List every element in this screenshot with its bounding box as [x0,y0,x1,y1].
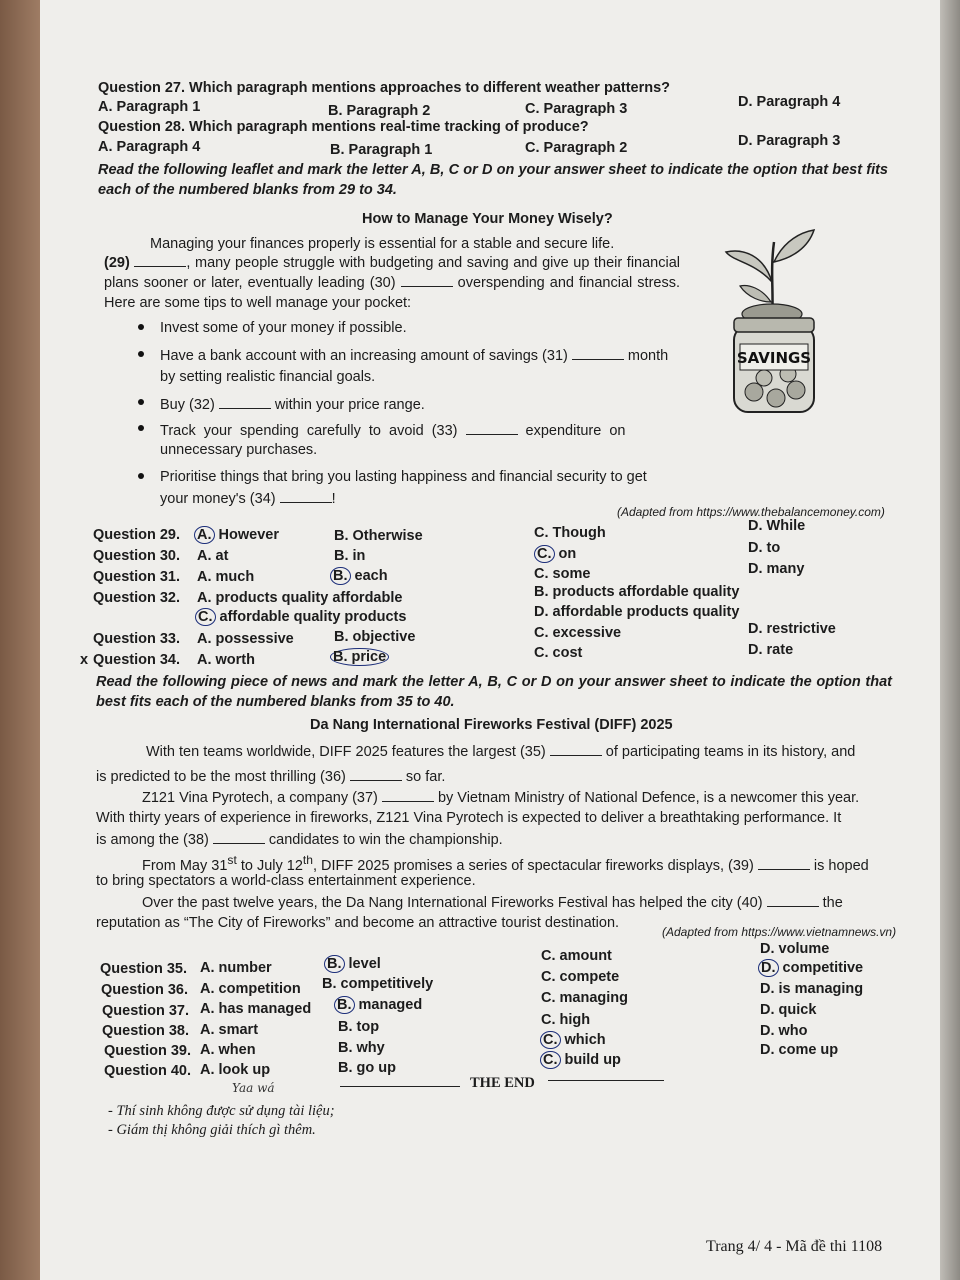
q35-option-b-text: level [348,956,381,972]
leaflet-title: How to Manage Your Money Wisely? [362,211,613,227]
blank-35 [550,743,602,756]
q31-option-b-circled: B. [330,567,351,585]
q40-option-a: A. look up [200,1062,271,1078]
bullet-dot [138,425,144,431]
q29-option-b: B. Otherwise [334,528,423,544]
q36-option-b: B. competitively [322,976,434,992]
tip-5-line-1: Prioritise things that bring you lasting happiness and financial security to get [160,469,647,485]
news-text-39: , DIFF 2025 promises a series of spectacular fireworks displays, (39) [313,857,754,874]
q37-option-a: A. has managed [200,1001,312,1017]
leaflet-text-2: overspending and financial stress. Here are some tips to well manage your pocket: [104,275,680,311]
news-text-39b: is hoped [813,857,869,874]
news-text-35b: of participating teams in its history, and [605,744,856,760]
q40-option-c [540,1052,621,1069]
tip-5-text: your money's (34) [160,491,276,507]
q32-option-b: B. products affordable quality [534,584,740,600]
q27-option-b: B. Paragraph 2 [328,103,431,119]
news-text-38: is among the (38) [96,832,209,848]
q37-label: Question 37. [102,1003,190,1019]
leaflet-text-1: , many people struggle with budgeting and saving and give up their financial plans sooner or later, eventually leading (30) [104,255,680,291]
q38-option-d: D. quick [760,1002,817,1018]
q31-option-c: C. some [534,566,591,582]
tip-3-text: Buy (32) [160,397,215,413]
news-line-1 [146,743,855,761]
news-text-35: With ten teams worldwide, DIFF 2025 features the largest (35) [146,744,546,760]
end-rule-right [548,1080,664,1081]
leaflet-paragraph [104,253,680,313]
blank-40 [767,894,819,907]
q34-option-c: C. cost [534,645,583,661]
q27-option-d: D. Paragraph 4 [738,94,841,110]
q38-label: Question 38. [102,1023,190,1039]
page-footer: Trang 4/ 4 - Mã đề thi 1108 [706,1238,883,1255]
blank-32 [219,396,271,409]
q39-option-d: D. who [760,1023,808,1039]
q33-option-c: C. excessive [534,625,622,641]
q33-label: Question 33. [93,631,181,647]
blank-29 [134,254,186,267]
q39-option-c-text: which [564,1032,606,1048]
leaflet-source: (Adapted from https://www.thebalancemoney.com) [617,505,885,519]
q36-option-d-circled: D. [758,959,779,977]
blank-37 [382,789,434,802]
q31-option-d: D. many [748,561,805,577]
tip-3-text-2: within your price range. [274,397,425,413]
q37-option-b-text: managed [358,997,423,1013]
q27-option-c: C. Paragraph 3 [525,101,628,117]
q39-option-b: B. why [338,1040,385,1056]
q27-option-a: A. Paragraph 1 [98,99,201,115]
news-line-8 [142,894,843,912]
q35-label: Question 35. [100,961,188,977]
note-1: - Thí sinh không được sử dụng tài liệu; [108,1103,335,1119]
q28-option-b: B. Paragraph 1 [330,142,433,158]
q32-option-c-circled: C. [195,608,216,626]
q40-option-d: D. come up [760,1042,839,1058]
blank-33 [466,422,518,435]
q40-option-c-text: build up [564,1052,621,1068]
q30-option-a: A. at [197,548,229,564]
tip-5-line-2 [160,490,336,508]
tip-4-text: Track your spending carefully to avoid (33) [160,423,458,439]
q38-option-c: C. high [541,1012,591,1028]
q29-option-a [194,527,279,544]
tip-1: Invest some of your money if possible. [160,320,407,336]
q35-option-a: A. number [200,960,272,976]
news-text-38b: candidates to win the championship. [268,832,503,848]
q32-label: Question 32. [93,590,181,606]
blank-38 [213,831,265,844]
q36-option-d [758,960,863,977]
q34-label: Question 34. [93,652,181,668]
q32-option-d: D. affordable products quality [534,604,740,620]
q39-option-a: A. when [200,1042,256,1058]
q35-option-c: C. amount [541,948,612,964]
instruction-35-40: Read the following piece of news and mark the letter A, B, C or D on your answer sheet to indicate the option that best fits each of the numbered blanks from 35 to 40. [96,674,892,710]
q28-option-c: C. Paragraph 2 [525,140,628,156]
q34-mark: x [80,652,89,668]
note-2: - Giám thị không giải thích gì thêm. [108,1122,316,1138]
q37-option-c: C. managing [541,990,629,1006]
q36-option-d-text: competitive [782,960,864,976]
blank-36 [350,768,402,781]
blank-34 [280,490,332,503]
news-line-5 [96,831,503,849]
news-text-37b: by Vietnam Ministry of National Defence, is a newcomer this year. [437,790,860,806]
bullet-dot [138,473,144,479]
q34-option-d: D. rate [748,642,794,658]
q35-option-d: D. volume [760,941,830,957]
q36-option-a: A. competition [200,981,301,997]
q33-option-d: D. restrictive [748,621,836,637]
news-source: (Adapted from https://www.vietnamnews.vn) [662,925,897,939]
q37-option-b-circled: B. [334,996,355,1014]
q32-option-c [195,609,406,626]
tip-2-text: Have a bank account with an increasing amount of savings (31) [160,348,568,364]
news-line-6 [142,852,869,875]
q30-option-c [534,546,576,563]
news-text-40b: the [822,895,843,911]
q37-option-b [334,997,422,1014]
q28-option-a: A. Paragraph 4 [98,139,201,155]
q40-label: Question 40. [104,1063,192,1079]
tip-4-line-2: unnecessary purchases. [160,442,318,458]
q37-option-d: D. is managing [760,981,864,997]
end-rule-left [340,1086,460,1087]
q31-option-b [330,568,388,585]
q40-option-c-circled: C. [540,1051,561,1069]
q39-option-c-circled: C. [540,1031,561,1049]
leaflet-intro: Managing your finances properly is essential for a stable and secure life. [150,236,615,252]
q40-option-b: B. go up [338,1060,396,1076]
news-line-3 [142,789,859,807]
q35-option-b-circled: B. [324,955,345,973]
savings-jar-illustration [724,222,816,418]
q34-option-b [330,649,389,666]
q31-label: Question 31. [93,569,181,585]
news-title: Da Nang International Fireworks Festival (DIFF) 2025 [310,717,673,733]
q30-option-d: D. to [748,540,781,556]
blank-39 [758,857,810,870]
q29-option-a-text: However [218,527,279,543]
q30-option-b: B. in [334,548,366,564]
news-line-7: to bring spectators a world-class entertainment experience. [96,873,476,889]
tip-4-text-2: expenditure on [525,423,626,439]
news-date-2: to July 12 [236,857,303,874]
q30-option-c-text: on [558,546,577,562]
q34-option-b-circled: B. price [330,648,389,666]
news-line-4: With thirty years of experience in fireworks, Z121 Vina Pyrotech is expected to deliver a breathtaking performance. It [96,810,842,826]
news-line-9: reputation as “The City of Fireworks” and become an attractive tourist destination. [96,915,620,931]
the-end: THE END [470,1075,535,1091]
handwritten-note: Yaa wá [232,1081,275,1095]
tip-4-line-1 [160,422,625,440]
q29-option-c: C. Though [534,525,606,541]
q28-option-d: D. Paragraph 3 [738,133,841,149]
q34-option-a: A. worth [197,652,255,668]
q30-option-c-circled: C. [534,545,555,563]
q30-label: Question 30. [93,548,181,564]
q31-option-a: A. much [197,569,255,585]
savings-label: SAVINGS [736,349,812,367]
q29-label: Question 29. [93,527,181,543]
instruction-29-34: Read the following leaflet and mark the letter A, B, C or D on your answer sheet to indicate the option that best fits each of the numbered blanks from 29 to 34. [98,162,888,198]
bullet-dot [138,399,144,405]
q38-option-b: B. top [338,1019,380,1035]
tip-5-exclaim: ! [331,491,336,507]
q36-label: Question 36. [101,982,189,998]
q36-option-c: C. compete [541,969,620,985]
q33-option-b: B. objective [334,629,416,645]
news-text-36: is predicted to be the most thrilling (36) [96,769,346,785]
tip-2-month: month [627,348,669,364]
bullet-dot [138,324,144,330]
news-date-1: From May 31 [142,857,228,874]
q39-option-c [540,1032,606,1049]
q38-option-a: A. smart [200,1022,259,1038]
q32-option-a: A. products quality affordable [197,590,403,606]
q29-option-d: D. While [748,518,806,534]
q29-option-a-circled: A. [194,526,215,544]
blank-31 [572,347,624,360]
q32-option-c-text: affordable quality products [219,609,407,625]
tip-2-line-1 [160,347,668,365]
tip-2-line-2: by setting realistic financial goals. [160,369,376,385]
q39-label: Question 39. [104,1043,192,1059]
news-line-2 [96,768,445,786]
q31-option-b-text: each [354,568,388,584]
blank-29-label: (29) [104,255,130,271]
news-text-37: Z121 Vina Pyrotech, a company (37) [142,790,378,806]
q35-option-b [324,956,381,973]
tip-3 [160,396,425,414]
q28-stem: Question 28. Which paragraph mentions real-time tracking of produce? [98,119,589,135]
q33-option-a: A. possessive [197,631,294,647]
bullet-dot [138,351,144,357]
news-text-36b: so far. [405,769,446,785]
q27-stem: Question 27. Which paragraph mentions approaches to different weather patterns? [98,80,671,96]
blank-30 [401,274,453,287]
news-sup-th: th [302,853,313,867]
news-sup-st: st [227,853,237,867]
news-text-40: Over the past twelve years, the Da Nang International Fireworks Festival has helped the city (40) [142,895,763,911]
